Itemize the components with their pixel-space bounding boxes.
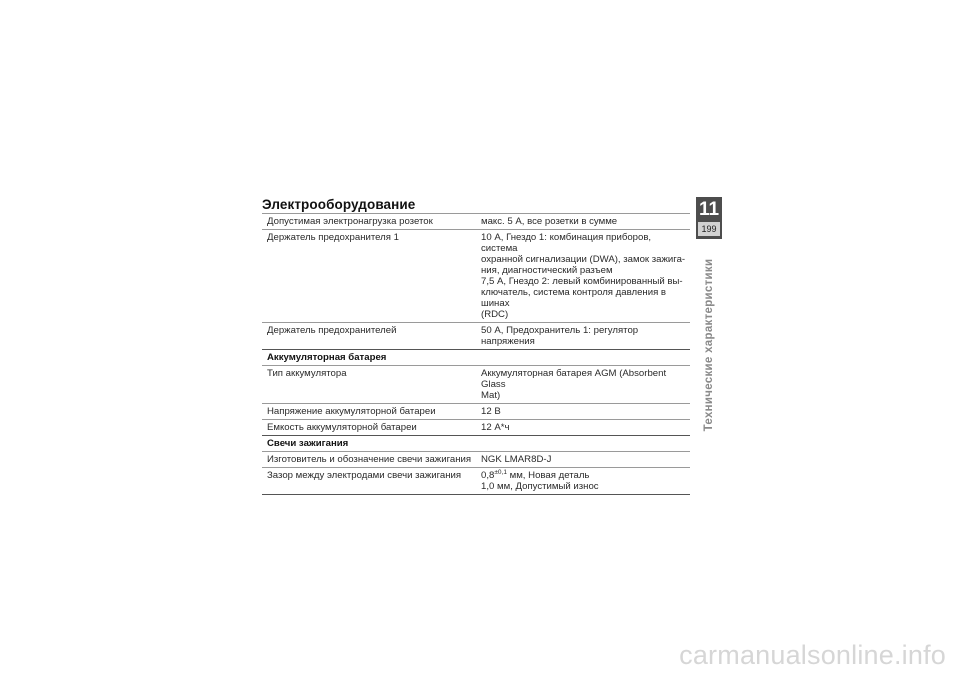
section-heading-battery <box>262 349 690 365</box>
row-value <box>476 454 690 465</box>
value-line: NGK LMAR8D-J <box>481 454 552 465</box>
value-line: ния, диагностический разъем <box>481 265 613 276</box>
row-value <box>476 325 690 347</box>
table-row <box>262 467 690 494</box>
value-line: ключатель, система контроля давления в шинах <box>481 287 667 309</box>
chapter-number: 11 <box>698 199 720 220</box>
row-value <box>476 406 690 417</box>
table-row <box>262 451 690 467</box>
table-bottom-rule <box>262 494 690 495</box>
value-line: макс. 5 А, все розетки в сумме <box>481 216 618 227</box>
gap-base: 0,8 <box>481 470 495 481</box>
row-label: Изготовитель и обозначение свечи зажигания <box>267 454 472 465</box>
watermark: carmanualsonline.info <box>679 640 946 670</box>
spec-table <box>262 213 690 495</box>
value-line: Аккумуляторная батарея AGM (Absorbent Glass <box>481 368 667 390</box>
value-line: 1,0 мм, Допустимый износ <box>481 481 599 492</box>
row-value <box>476 368 690 401</box>
row-value <box>476 470 690 492</box>
gap-tolerance: ±0,1 <box>494 469 507 476</box>
page-number: 199 <box>698 222 720 236</box>
table-row <box>262 322 690 349</box>
section-heading: Свечи зажигания <box>267 438 349 449</box>
section-heading: Аккумуляторная батарея <box>267 352 387 363</box>
value-line: 12 А*ч <box>481 422 510 433</box>
row-label: Зазор между электродами свечи зажигания <box>267 470 462 481</box>
row-label: Держатель предохранителя 1 <box>267 232 399 243</box>
row-label: Емкость аккумуляторной батареи <box>267 422 417 433</box>
value-line: 12 В <box>481 406 501 417</box>
value-line <box>481 470 690 481</box>
section-heading-spark-plugs <box>262 435 690 451</box>
row-value <box>476 232 690 320</box>
page-title: Электрооборудование <box>262 197 416 212</box>
value-line: охранной сигнализации (DWA), замок зажига- <box>481 254 686 265</box>
table-row <box>262 419 690 435</box>
row-label: Тип аккумулятора <box>267 368 347 379</box>
value-line: Mat) <box>481 390 501 401</box>
row-value <box>476 422 690 433</box>
table-row <box>262 213 690 229</box>
chapter-tab <box>696 197 722 239</box>
value-line: 50 А, Предохранитель 1: регулятор напряжения <box>481 325 639 347</box>
table-row <box>262 403 690 419</box>
table-row <box>262 365 690 403</box>
value-line: (RDC) <box>481 309 509 320</box>
gap-new-part: мм, Новая деталь <box>506 470 590 481</box>
row-label: Держатель предохранителей <box>267 325 397 336</box>
chapter-side-label: Технические характеристики <box>703 258 715 432</box>
table-row <box>262 229 690 322</box>
value-line: 7,5 А, Гнездо 2: левый комбинированный вы- <box>481 276 683 287</box>
row-label: Допустимая электронагрузка розеток <box>267 216 433 227</box>
value-line: 10 А, Гнездо 1: комбинация приборов, система <box>481 232 652 254</box>
row-label: Напряжение аккумуляторной батареи <box>267 406 436 417</box>
row-value <box>476 216 690 227</box>
